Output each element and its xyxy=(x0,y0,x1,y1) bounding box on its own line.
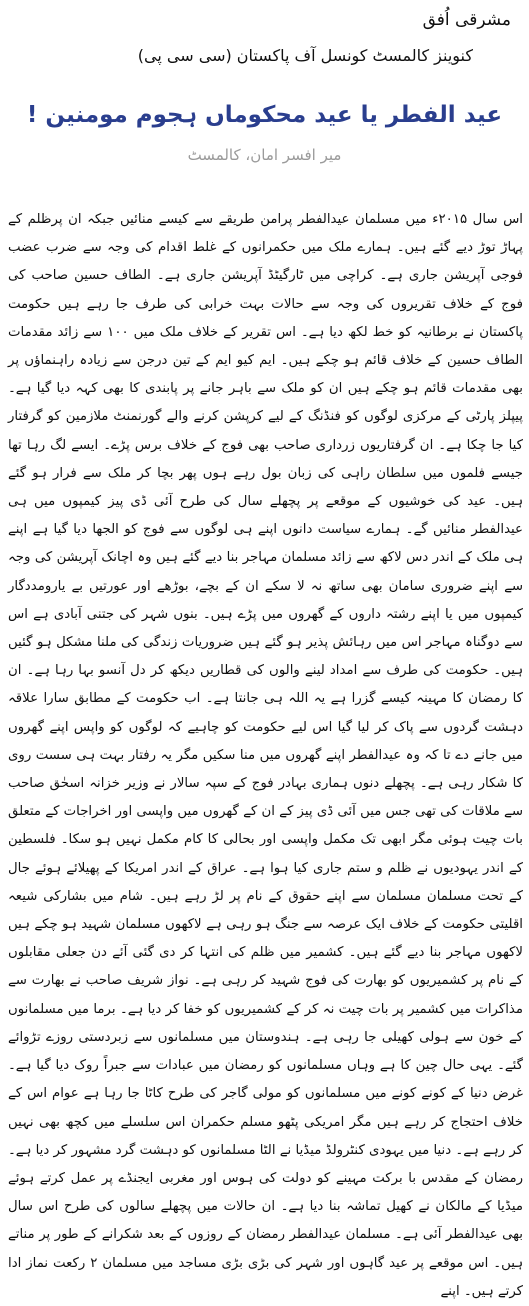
article-body xyxy=(8,206,523,1306)
article-paragraph: اس سال ۲۰۱۵ء میں مسلمان عیدالفطر پرامن طریقے سے کیسے منائیں جبکہ ان پرظلم کے پہاڑ توڑ دیے گئے ہیں۔ ہمارے ملک میں حکمرانوں کے غلط اقدام کی وجہ سے ضرب عضب فوجی آپریشن جاری ہے۔ کراچی میں ٹارگیٹڈ آپریشن جاری ہے۔ الطاف حسین صاحب کی فوج کے خلاف تقریروں کی وجہ سے حالات بہت خرابی کی طرف جا رہے ہیں حکومت پاکستان نے برطانیہ کو خط لکھ دیا ہے۔ اس تقریر کے خلاف ملک میں ۱۰۰ سے زائد مقدمات الطاف حسین کے خلاف قائم ہو چکے ہیں۔ ایم کیو ایم کے تین درجن سے زیادہ راہنماؤں پر بھی مقدمات قائم ہو چکے ہیں ان کو ملک سے باہر جانے پر پابندی کا بھی کہہ دیا گیا ہے۔ پیپلز پارٹی کے مرکزی لوگوں کو فنڈنگ کے لیے کرپشن کرنے والے گورنمنٹ ملازمین کو گرفتار کیا جا چکا ہے۔ ان گرفتاریوں زرداری صاحب بھی فوج کے خلاف برس پڑے۔ ایسے لگ رہا تھا جیسے فلموں میں سلطان راہی کی زبان بول رہے ہوں پھر بچا کر ملک سے فرار ہو گئے ہیں۔ عید کی خوشیوں کے موقعے پر پچھلے سال کی طرح آئی ڈی پیز کیمپوں میں ہی عیدالفطر منائیں گے۔ ہمارے سیاست دانوں اپنے ہی لوگوں سے فوج کو الجھا دیا گیا ہے اپنے ہی ملک کے اندر دس لاکھ سے زائد مسلمان مہاجر بنا دیے گئے ہیں وہ اچانک آپریشن کی وجہ سے اپنے ضروری سامان بھی ساتھ نہ لا سکے ان کے بچے، بوڑھے اور عورتیں بے یارومددگار کیمپوں میں یا اپنے رشتہ داروں کے گھروں میں پڑے ہیں۔ بنوں شہر کی جتنی آبادی ہے اس سے دوگناہ مہاجر اس میں رہائش پذیر ہو گئے ہیں ضروریات زندگی کی ملنا مشکل ہو گئیں ہیں۔ حکومت کی طرف سے امداد لینے والوں کی قطاریں دیکھ کر دل آنسو بہا رہا ہے۔ ان کا رمضان کا مہینہ کیسے گزرا ہے یہ اللہ ہی جانتا ہے۔ اب حکومت کے مطابق سارا علاقہ دہشت گردوں سے پاک کر لیا گیا اس لیے حکومت کو چاہیے کہ لوگوں کو واپس اپنے گھروں میں جانے دے تا کہ وہ عیدالفطر اپنے گھروں میں منا سکیں مگر یہ رفتار بہت ہی سست روی کا شکار رہی ہے۔ پچھلے دنوں ہماری بہادر فوج کے سپہ سالار نے وزیر خزانہ اسحٰق صاحب سے ملاقات کی تھی جس میں آئی ڈی پیز کے ان کے گھروں میں واپسی اور اخراجات کے متعلق بات چیت ہوئی مگر ابھی تک مکمل واپسی اور بحالی کا کام مکمل نہیں ہو سکا۔ فلسطین کے اندر یہودیوں نے ظلم و ستم جاری کیا ہوا ہے۔ عراق کے اندر امریکا کے پھیلائے ہوئے جال کے تحت مسلمان مسلمان سے اپنے حقوق کے نام پر لڑ رہے ہیں۔ شام میں بشارکی شیعہ اقلیتی حکومت کے خلاف ایک عرصہ سے جنگ ہو رہی ہے لاکھوں مسلمان شہید ہو چکے ہیں لاکھوں مہاجر بنا دیے گئے ہیں۔ کشمیر میں ظلم کی انتہا کر دی گئی آئے دن جعلی مقابلوں کے نام پر کشمیریوں کو بھارت کی فوج شہید کر رہی ہے۔ نواز شریف صاحب نے بھارت سے مذاکرات میں کشمیر پر بات چیت نہ کر کے کشمیریوں کو خفا کر دیا ہے۔ برما میں مسلمانوں کے خون سے ہولی کھیلی جا رہی ہے۔ ہندوستان میں مسلمانوں سے زبردستی روزے تڑوائے گئے۔ یہی حال چین کا ہے وہاں مسلمانوں کو رمضان میں عبادات سے جبراً روک دیا گیا ہے۔ غرض دنیا کے کونے کونے میں مسلمانوں کو مولی گاجر کی طرح کاٹا جا رہا ہے عوام اس کے خلاف احتجاج کر رہے ہیں مگر امریکی پٹھو مسلم حکمران اس سلسلے میں کچھ بھی نہیں کر رہے ہے۔ دنیا میں یہودی کنٹرولڈ میڈیا نے الٹا مسلمانوں کو دہشت گرد مشہور کر دیا ہے۔ رمضان کے مقدس با برکت مہینے کو دولت کی ہوس اور مغربی ایجنڈے پر عمل کرتے ہوئے میڈیا کے مالکان نے کھیل تماشہ بنا دیا ہے۔ ان حالات میں پچھلے سالوں کی طرح اس سال بھی عیدالفطر آئی ہے۔ مسلمان عیدالفطر رمضان کے روزوں کے بعد شکرانے کے طور پر مناتے ہیں۔ اس موقعے پر عید گاہوں اور شہر کی بڑی بڑی مساجد میں مسلمان ۲ رکعت نماز ادا کرتے ہیں۔ اپنے xyxy=(8,212,523,1299)
masthead xyxy=(0,0,529,68)
article-title: عید الفطر یا عید محکوماں ہجوم مومنین ! xyxy=(26,102,503,128)
column-name: مشرقی اُفق xyxy=(422,10,511,30)
author-byline: میر افسر امان، کالمسٹ xyxy=(187,146,342,164)
council-name: کنوینز کالمسٹ کونسل آف پاکستان (سی سی پی) xyxy=(137,46,473,65)
